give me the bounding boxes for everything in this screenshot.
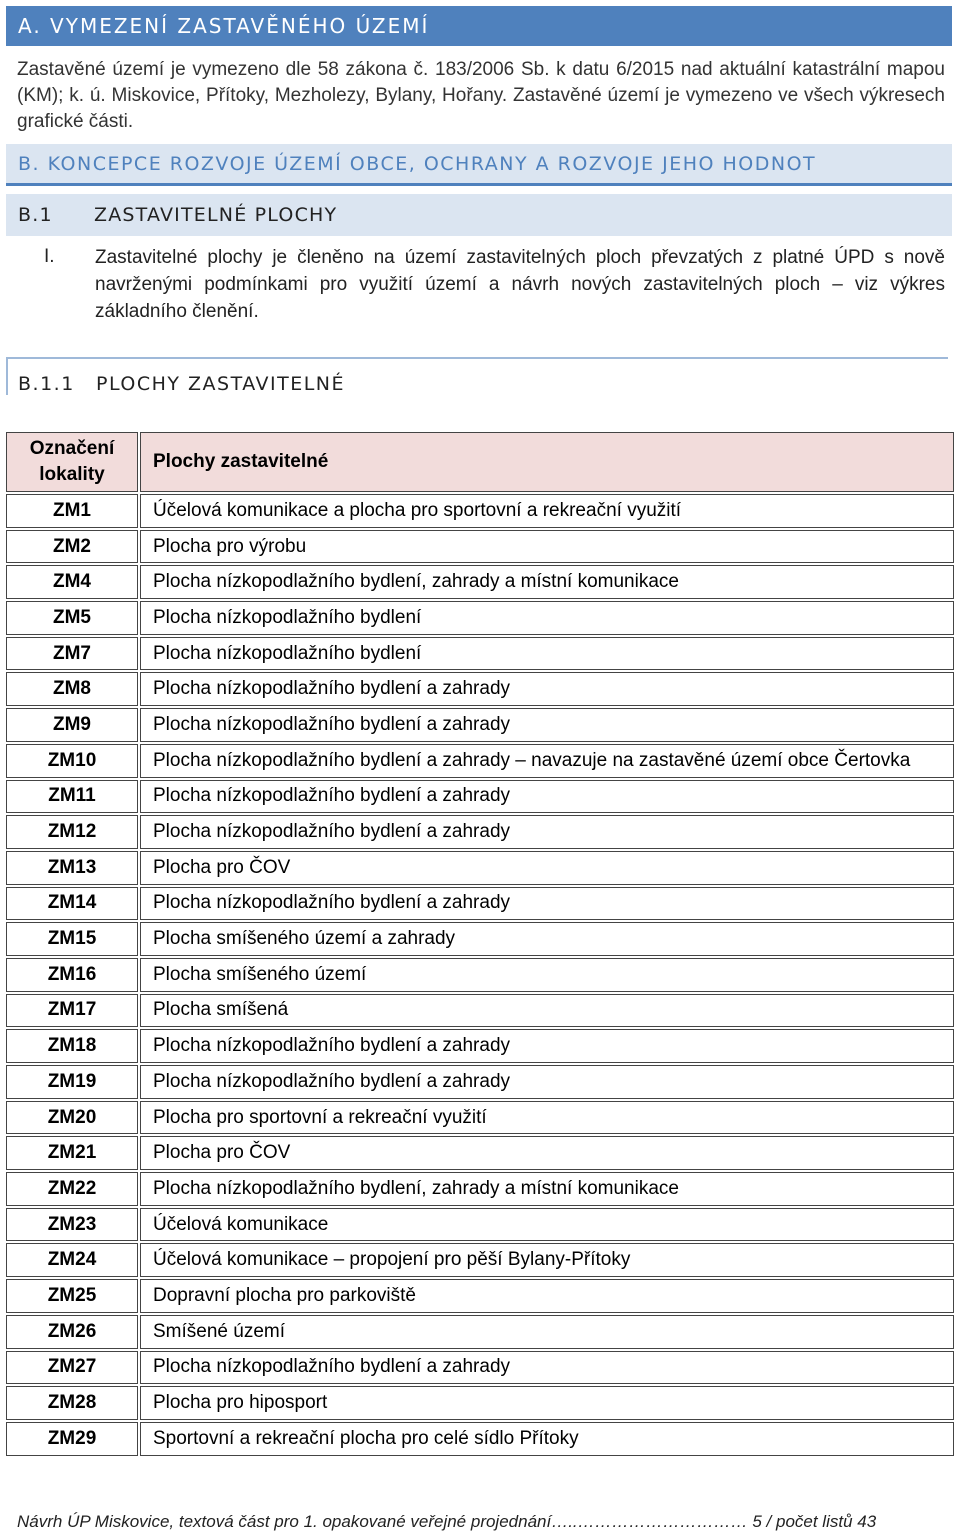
cell-description: Plocha pro výrobu xyxy=(140,530,954,564)
cell-description: Plocha nízkopodlažního bydlení a zahrady xyxy=(140,1065,954,1099)
cell-code: ZM17 xyxy=(6,994,138,1028)
header-description: Plochy zastavitelné xyxy=(140,432,954,492)
cell-code: ZM22 xyxy=(6,1172,138,1206)
table-row xyxy=(6,994,954,1028)
cell-code: ZM7 xyxy=(6,637,138,671)
cell-description: Plocha nízkopodlažního bydlení a zahrady xyxy=(140,1029,954,1063)
cell-code: ZM27 xyxy=(6,1351,138,1385)
cell-description: Plocha pro hiposport xyxy=(140,1386,954,1420)
table-row xyxy=(6,922,954,956)
cell-description: Plocha smíšená xyxy=(140,994,954,1028)
cell-code: ZM26 xyxy=(6,1315,138,1349)
table-row xyxy=(6,672,954,706)
table-row xyxy=(6,815,954,849)
table-row xyxy=(6,565,954,599)
cell-code: ZM29 xyxy=(6,1422,138,1456)
cell-description: Plocha pro sportovní a rekreační využití xyxy=(140,1101,954,1135)
cell-code: ZM10 xyxy=(6,744,138,778)
cell-description: Plocha nízkopodlažního bydlení a zahrady xyxy=(140,815,954,849)
cell-code: ZM4 xyxy=(6,565,138,599)
cell-code: ZM11 xyxy=(6,780,138,814)
cell-code: ZM13 xyxy=(6,851,138,885)
cell-code: ZM20 xyxy=(6,1101,138,1135)
table-row xyxy=(6,1208,954,1242)
table-row xyxy=(6,1101,954,1135)
cell-code: ZM16 xyxy=(6,958,138,992)
table-row xyxy=(6,1243,954,1277)
cell-description: Plocha nízkopodlažního bydlení a zahrady xyxy=(140,1351,954,1385)
cell-description: Plocha pro ČOV xyxy=(140,1136,954,1170)
cell-code: ZM2 xyxy=(6,530,138,564)
cell-code: ZM15 xyxy=(6,922,138,956)
cell-description: Plocha nízkopodlažního bydlení, zahrady a místní komunikace xyxy=(140,565,954,599)
section-b11-heading xyxy=(6,357,948,395)
cell-code: ZM18 xyxy=(6,1029,138,1063)
cell-description: Sportovní a rekreační plocha pro celé sídlo Přítoky xyxy=(140,1422,954,1456)
point-i-paragraph: Zastavitelné plochy je členěno na území zastavitelných ploch převzatých z platné ÚPD s nově navrženými podmínkami pro využití území a návrh nových zastavitelných ploch – viz výkres základního členění. xyxy=(95,247,945,322)
cell-code: ZM12 xyxy=(6,815,138,849)
table-row xyxy=(6,1029,954,1063)
page-footer: Návrh ÚP Miskovice, textová část pro 1. opakované veřejné projednání…..………………………… 5 / počet listů 43 xyxy=(17,1512,877,1531)
point-marker: I. xyxy=(44,246,55,267)
table-row xyxy=(6,887,954,921)
cell-code: ZM8 xyxy=(6,672,138,706)
table-row xyxy=(6,1315,954,1349)
table-row xyxy=(6,1172,954,1206)
cell-description: Plocha nízkopodlažního bydlení a zahrady xyxy=(140,780,954,814)
table-row xyxy=(6,1136,954,1170)
table-row xyxy=(6,1422,954,1456)
table-row xyxy=(6,744,954,778)
section-b-heading: B. KONCEPCE ROZVOJE ÚZEMÍ OBCE, OCHRANY A ROZVOJE JEHO HODNOT xyxy=(6,144,952,186)
table-row xyxy=(6,708,954,742)
cell-code: ZM19 xyxy=(6,1065,138,1099)
cell-code: ZM24 xyxy=(6,1243,138,1277)
cell-description: Plocha smíšeného území a zahrady xyxy=(140,922,954,956)
table-row xyxy=(6,1065,954,1099)
cell-code: ZM9 xyxy=(6,708,138,742)
section-a-heading: A. VYMEZENÍ ZASTAVĚNÉHO ÚZEMÍ xyxy=(6,6,952,46)
cell-description: Účelová komunikace – propojení pro pěší Bylany-Přítoky xyxy=(140,1243,954,1277)
table-body xyxy=(6,494,954,1456)
cell-description: Smíšené území xyxy=(140,1315,954,1349)
cell-description: Plocha pro ČOV xyxy=(140,851,954,885)
table-row xyxy=(6,1386,954,1420)
cell-description: Účelová komunikace a plocha pro sportovní a rekreační využití xyxy=(140,494,954,528)
zones-table xyxy=(4,430,956,1458)
table-row xyxy=(6,780,954,814)
cell-description: Plocha nízkopodlažního bydlení a zahrady xyxy=(140,708,954,742)
cell-code: ZM14 xyxy=(6,887,138,921)
section-b11-number: B.1.1 xyxy=(18,373,75,395)
table-row xyxy=(6,1279,954,1313)
table-row xyxy=(6,851,954,885)
section-b11-title: PLOCHY ZASTAVITELNÉ xyxy=(96,373,346,395)
table-row xyxy=(6,958,954,992)
cell-description: Plocha nízkopodlažního bydlení a zahrady xyxy=(140,672,954,706)
table-row xyxy=(6,1351,954,1385)
cell-code: ZM25 xyxy=(6,1279,138,1313)
cell-description: Plocha nízkopodlažního bydlení xyxy=(140,601,954,635)
cell-code: ZM21 xyxy=(6,1136,138,1170)
section-b1-number: B.1 xyxy=(18,204,53,226)
header-code: Označení lokality xyxy=(6,432,138,492)
cell-description: Plocha smíšeného území xyxy=(140,958,954,992)
section-b1-title: ZASTAVITELNÉ PLOCHY xyxy=(94,204,338,226)
cell-description: Plocha nízkopodlažního bydlení a zahrady xyxy=(140,887,954,921)
cell-code: ZM1 xyxy=(6,494,138,528)
cell-code: ZM23 xyxy=(6,1208,138,1242)
table-header-row xyxy=(6,432,954,492)
cell-code: ZM28 xyxy=(6,1386,138,1420)
cell-description: Plocha nízkopodlažního bydlení, zahrady a místní komunikace xyxy=(140,1172,954,1206)
cell-description: Dopravní plocha pro parkoviště xyxy=(140,1279,954,1313)
cell-code: ZM5 xyxy=(6,601,138,635)
table-row xyxy=(6,637,954,671)
cell-description: Účelová komunikace xyxy=(140,1208,954,1242)
table-row xyxy=(6,494,954,528)
cell-description: Plocha nízkopodlažního bydlení a zahrady – navazuje na zastavěné území obce Čertovka xyxy=(140,744,954,778)
table-row xyxy=(6,530,954,564)
table-row xyxy=(6,601,954,635)
section-b1-heading xyxy=(6,194,952,236)
intro-paragraph: Zastavěné území je vymezeno dle 58 zákona č. 183/2006 Sb. k datu 6/2015 nad aktuální katastrální mapou (KM); k. ú. Miskovice, Přítoky, Mezholezy, Bylany, Hořany. Zastavěné území je vymezeno ve všech výkresech grafické části. xyxy=(17,59,945,132)
cell-description: Plocha nízkopodlažního bydlení xyxy=(140,637,954,671)
